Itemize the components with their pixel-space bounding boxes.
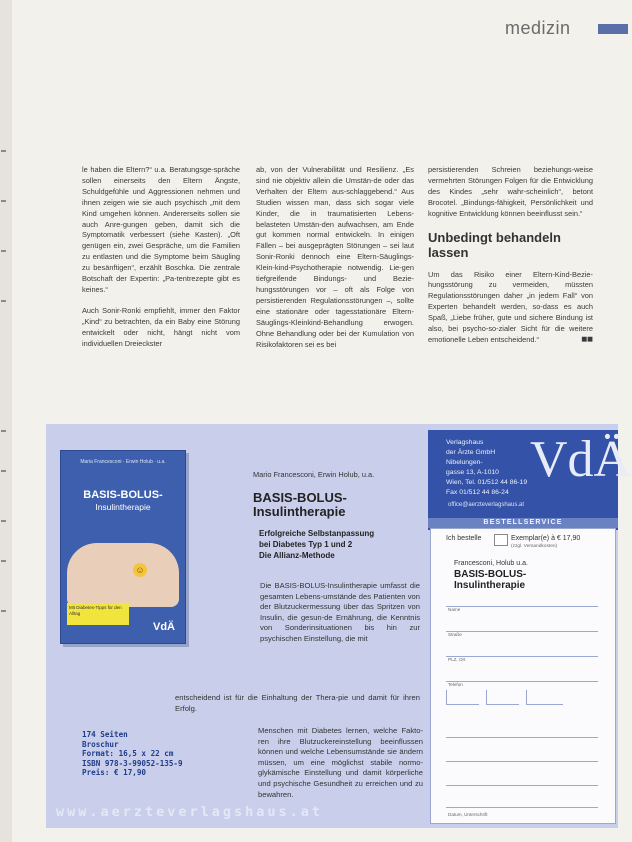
article-column-1 [82, 165, 240, 360]
paragraph: ab, von der Vulnerabilität und Resilienz. „Es sind nie objektiv allein die Umstän-de oder das Verhalten der Eltern aus-schlaggebend.“ Aus Studien wissen man, dass sich sogar viele Kinder, die in traumatisierten Lebens- belasteten Umstän-den aufwachsen, am Ende gut kommen normal entwickeln. In einigen Fällen – bei ausgeprägten Störungen – sei laut Sonir-Ronki dennoch eine Eltern-Säuglings-Klein-kind-Psychotherapie notwendig. Lie-gen tiefgreifende Bindungs- und Bezie-hungsstörungen vor – oft als Folge von persistierenden Regulationsstörungen –, sollte eine stationäre oder tagesstationäre Eltern-Säuglings-Kleinkind-Behandlung erwogen. Ohne Behandlung oder bei der Kumulation von Risikofaktoren sei es bei [256, 165, 414, 349]
order-label: Ich bestelle [446, 535, 482, 542]
phone-field[interactable] [446, 680, 598, 682]
book-title: BASIS-BOLUS- Insulintherapie [253, 490, 347, 519]
city-field[interactable] [446, 655, 598, 657]
book-specs: 174 Seiten Broschur Format: 16,5 x 22 cm ISBN 978-3-99052-135-9 Preis: € 17,90 [82, 730, 183, 778]
signature-field[interactable] [446, 806, 598, 808]
quantity-field[interactable] [494, 534, 508, 546]
form-segment[interactable] [526, 690, 563, 705]
form-field[interactable] [446, 736, 598, 738]
publisher-email: office@aerzteverlagshaus.at [448, 502, 525, 508]
name-field[interactable] [446, 605, 598, 607]
paragraph: Auch Sonir-Ronki empfiehlt, immer den Faktor „Kind“ zu betrachten, da ein Baby eine Störung entwickelt oder nicht, hängt nicht vom individuellen Dreieckster [82, 305, 240, 348]
field-label: Straße [448, 632, 462, 637]
book-cover-image [60, 450, 186, 644]
publisher-address: Verlagshaus der Ärzte GmbH Nibelungen- gasse 13, A-1010 Wien, Tel. 01/512 44 86-19 Fax 01/512 44 86-24 [446, 439, 528, 496]
vda-logo-icon: VdÄ [530, 431, 632, 488]
book-cover-authors: Maria Francesconi · Erwin Holub · u.a. [80, 459, 166, 465]
order-price-note: (zzgl. Versandkosten) [511, 544, 558, 549]
publisher-url: www.aerzteverlagshaus.at [56, 804, 324, 820]
order-book-title: BASIS-BOLUS- Insulintherapie [454, 569, 527, 591]
street-field[interactable] [446, 630, 598, 632]
smiley-icon: ☺ [133, 563, 147, 577]
end-mark: ◼◼ [581, 335, 593, 343]
signature-label: Datum, Unterschrift [448, 812, 488, 817]
section-title: medizin [505, 18, 571, 38]
publisher-logo-icon: VdÄ [153, 621, 175, 633]
field-label: Name [448, 607, 461, 612]
form-field[interactable] [446, 760, 598, 762]
book-cover-badge: Mit Diabetes-Tipps für den Alltag [67, 603, 129, 625]
book-cover-photo [67, 543, 179, 607]
order-authors: Francesconi, Holub u.a. [454, 560, 528, 567]
book-cover-title: BASIS-BOLUS- Insulintherapie [83, 489, 163, 512]
section-color-bar [598, 24, 628, 34]
paragraph: le haben die Eltern?“ u.a. Beratungsge-spräche sollen einerseits den Eltern Ängste, Schuldgefühle und Aggressionen nehmen und ihnen zeigen wie sie auch psychisch „mit dem Kind umgehen können. Andererseits sollen sie auch Anre-gungen geben, damit sich die Symptomatik verbessert (siehe Kasten). „Oft genügen ein, zwei Gespräche, um die Familien zu entlasten und die Symptome beim Säugling zu besänftigen“, erzählt Boschka. Die zentrale Botschaft der Expertin: „Pa-tentrezepte gibt es keines.“ [82, 165, 240, 294]
article-column-3 [428, 165, 593, 356]
article-column-2 [256, 165, 414, 360]
book-description-2: Menschen mit Diabetes lernen, welche Fakto-ren ihre Blutzuckereinstellung beeinflussen können und welche Lebensumstände sie ändern müssen, um eine möglichst stabile normo-glykämische Einstellung und damit körperliche und psychische Gesundheit zu erreichen und zu bewahren. [258, 726, 423, 799]
form-field[interactable] [446, 784, 598, 786]
form-segment[interactable] [446, 690, 479, 705]
field-label: PLZ, Ort [448, 657, 466, 662]
order-price: Exemplar(e) à € 17,90 [511, 535, 581, 542]
paragraph: Um das Risiko einer Eltern-Kind-Bezie-hungsstörung zu vermeiden, müssten Regulationsstörungen daher „in jedem Fall“ von Experten behandelt werden, so-dass es auch Spaß, „Liebe früher, gute und sichere Bindung ist also, bei psycho-so-zialer Sicht für die weitere emotionelle Leben entscheidend.“ ◼◼ [428, 269, 593, 344]
book-description-cont: entscheidend ist für die Einhaltung der Thera-pie und damit für ihren Erfolg. [175, 693, 420, 713]
left-margin-strip [0, 0, 12, 842]
book-description: Die BASIS-BOLUS-Insulintherapie umfasst die gesamten Lebens-umstände des Patienten von der Blutzuckermessung über das Spritzen von Insulin, die gesun-de Ernährung, die Kenntnis von Sonderinsituationen bis hin zur psychischen Einstellung, die mit [260, 581, 420, 643]
book-subtitle: Erfolgreiche Selbstanpassung bei Diabetes Typ 1 und 2 Die Allianz-Methode [259, 529, 375, 560]
field-label: Telefon [448, 682, 463, 687]
book-authors: Mario Francesconi, Erwin Holub, u.a. [253, 470, 375, 479]
order-service-header: BESTELLSERVICE [428, 518, 618, 528]
form-segment[interactable] [486, 690, 519, 705]
paragraph: persistierenden Schreien beziehungs-weise vermehrten Störungen Folgen für die Entwicklung des Kindes „sehr wahr-scheinlich“, betont Brocotel. „Bindungs-fähigkeit, Persönlichkeit und kognitive Entwicklung können beeinflusst sein.“ [428, 165, 593, 218]
subheading: Unbedingt behandeln lassen [428, 229, 561, 260]
